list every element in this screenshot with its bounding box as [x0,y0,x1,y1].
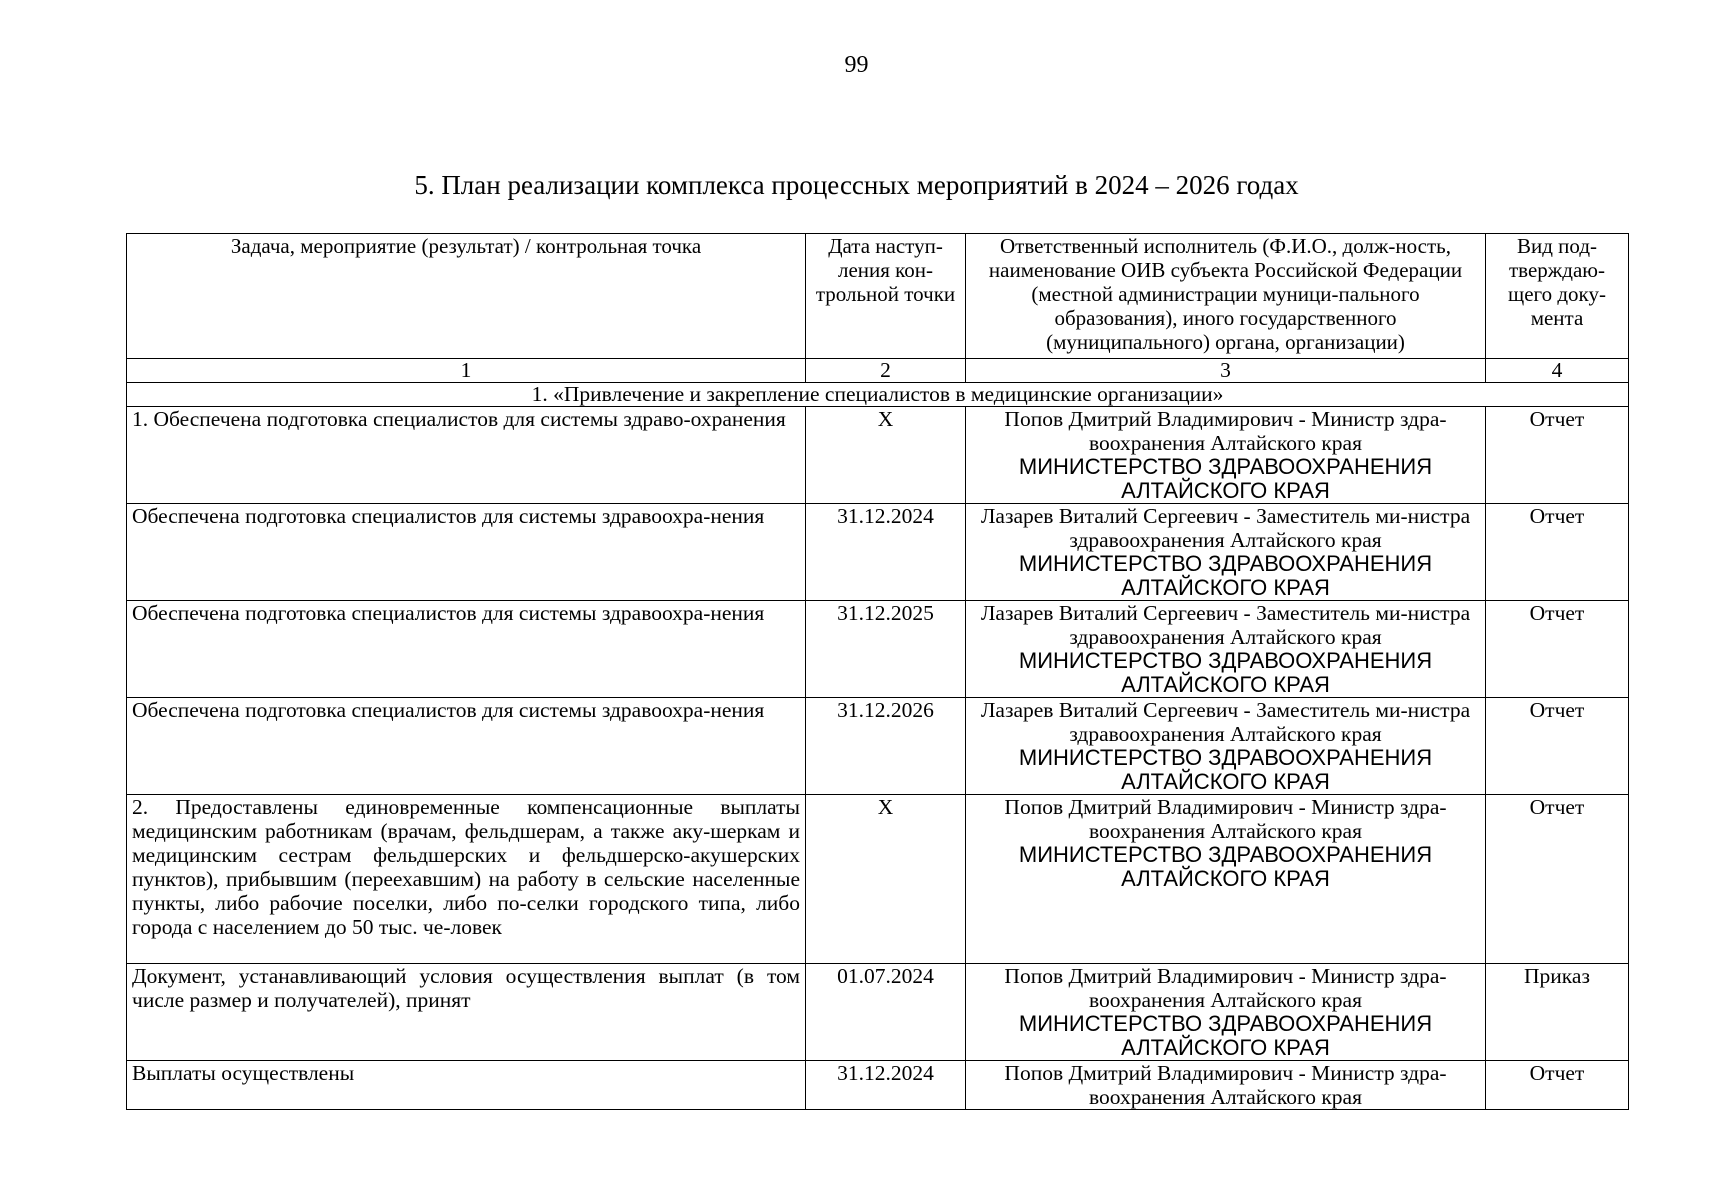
task-cell: Документ, устанавливающий условия осуществления выплат (в том числе размер и получателей), принят [127,964,806,1061]
date-cell: 31.12.2024 [806,504,966,601]
responsible-person: Лазарев Виталий Сергеевич - Заместитель ми-нистра здравоохранения Алтайского края [980,698,1471,746]
document-cell: Отчет [1486,407,1629,504]
column-number: 4 [1486,359,1629,383]
document-cell: Отчет [1486,601,1629,698]
date-cell: 31.12.2024 [806,1061,966,1110]
column-number-row [127,359,1629,383]
column-number: 2 [806,359,966,383]
date-cell: Х [806,795,966,964]
task-cell: Обеспечена подготовка специалистов для системы здравоохра-нения [127,698,806,795]
column-number: 1 [127,359,806,383]
responsible-cell [966,601,1486,698]
date-cell: 31.12.2026 [806,698,966,795]
table-row [127,504,1629,601]
responsible-person: Лазарев Виталий Сергеевич - Заместитель ми-нистра здравоохранения Алтайского края [980,504,1471,552]
section-title: 1. «Привлечение и закрепление специалистов в медицинские организации» [127,383,1629,407]
responsible-cell [966,795,1486,964]
responsible-person: Попов Дмитрий Владимирович - Министр здра-воохранения Алтайского края [1004,407,1447,455]
table-row [127,1061,1629,1110]
responsible-person: Лазарев Виталий Сергеевич - Заместитель ми-нистра здравоохранения Алтайского края [980,601,1471,649]
responsible-org: МИНИСТЕРСТВО ЗДРАВООХРАНЕНИЯ АЛТАЙСКОГО КРАЯ [1018,1011,1433,1060]
table-row [127,698,1629,795]
date-cell: 31.12.2025 [806,601,966,698]
document-cell: Приказ [1486,964,1629,1061]
responsible-cell [966,504,1486,601]
responsible-org: МИНИСТЕРСТВО ЗДРАВООХРАНЕНИЯ АЛТАЙСКОГО КРАЯ [1018,648,1433,697]
task-cell: Выплаты осуществлены [127,1061,806,1110]
header-responsible: Ответственный исполнитель (Ф.И.О., долж-ность, наименование ОИВ субъекта Российской Федерации (местной администрации муници-пального образования), иного государственного (муниципального) органа, организации) [966,234,1486,359]
responsible-cell [966,698,1486,795]
table-row [127,964,1629,1061]
section-row [127,383,1629,407]
date-cell: 01.07.2024 [806,964,966,1061]
responsible-org: МИНИСТЕРСТВО ЗДРАВООХРАНЕНИЯ АЛТАЙСКОГО КРАЯ [1018,745,1433,794]
responsible-person: Попов Дмитрий Владимирович - Министр здра-воохранения Алтайского края [1004,795,1447,843]
responsible-person: Попов Дмитрий Владимирович - Министр здра-воохранения Алтайского края [1004,964,1447,1012]
header-date: Дата наступ-ления кон-трольной точки [806,234,966,359]
task-cell: Обеспечена подготовка специалистов для системы здравоохра-нения [127,601,806,698]
responsible-org: МИНИСТЕРСТВО ЗДРАВООХРАНЕНИЯ АЛТАЙСКОГО КРАЯ [1018,551,1433,600]
task-cell: Обеспечена подготовка специалистов для системы здравоохра-нения [127,504,806,601]
document-cell: Отчет [1486,795,1629,964]
responsible-org: МИНИСТЕРСТВО ЗДРАВООХРАНЕНИЯ АЛТАЙСКОГО КРАЯ [1018,842,1433,891]
task-cell: 2. Предоставлены единовременные компенсационные выплаты медицинским работникам (врачам, фельдшерам, а также аку-шеркам и медицинским сестрам фельдшерских и фельдшерско-акушерских пунктов), прибывшим (переехавшим) на работу в сельские населенные пункты, либо рабочие поселки, либо по-селки городского типа, либо города с населением до 50 тыс. че-ловек [127,795,806,964]
task-cell: 1. Обеспечена подготовка специалистов для системы здраво-охранения [127,407,806,504]
document-cell: Отчет [1486,1061,1629,1110]
table-row [127,795,1629,964]
responsible-cell [966,964,1486,1061]
responsible-person: Попов Дмитрий Владимирович - Министр здра-воохранения Алтайского края [1004,1061,1447,1109]
plan-table [126,233,1629,1110]
document-cell: Отчет [1486,504,1629,601]
column-number: 3 [966,359,1486,383]
date-cell: Х [806,407,966,504]
responsible-cell [966,1061,1486,1110]
table-row [127,601,1629,698]
page-number: 99 [844,52,869,78]
responsible-org: МИНИСТЕРСТВО ЗДРАВООХРАНЕНИЯ АЛТАЙСКОГО КРАЯ [1018,454,1433,503]
table-header-row [127,234,1629,359]
document-cell: Отчет [1486,698,1629,795]
page-title: 5. План реализации комплекса процессных мероприятий в 2024 – 2026 годах [414,170,1299,200]
responsible-cell [966,407,1486,504]
header-document: Вид под-тверждаю-щего доку-мента [1486,234,1629,359]
header-task: Задача, мероприятие (результат) / контрольная точка [127,234,806,359]
table-row [127,407,1629,504]
